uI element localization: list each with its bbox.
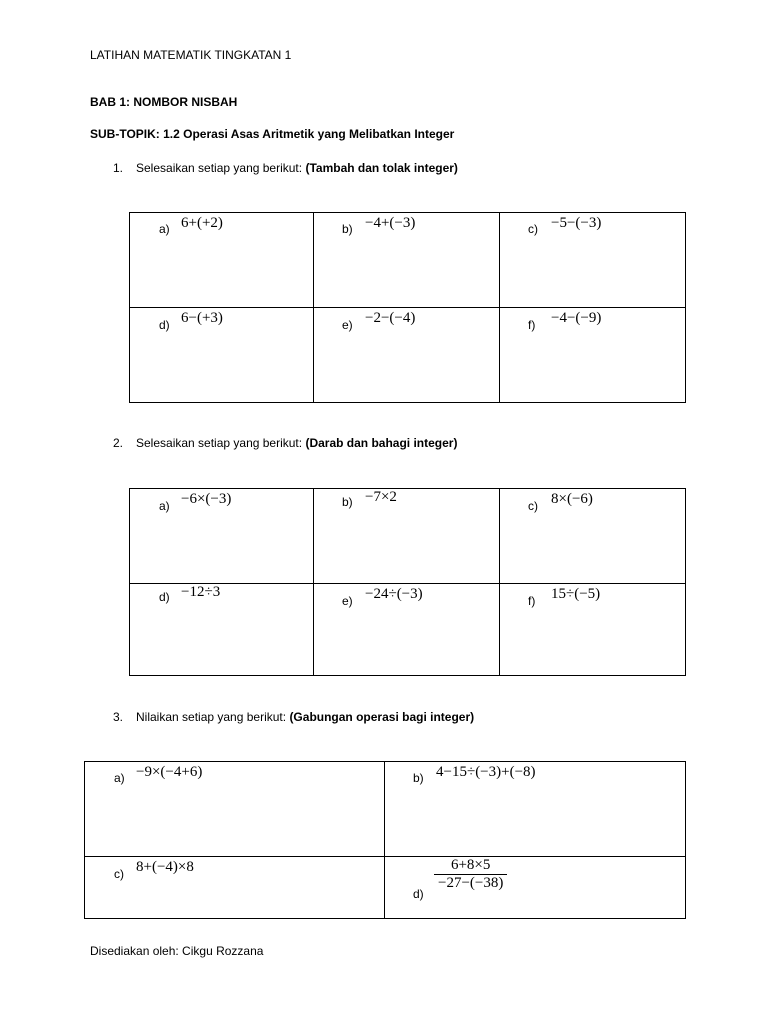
question-emphasis: (Darab dan bahagi integer) — [305, 436, 458, 450]
fraction-numerator: 6+8×5 — [450, 857, 491, 873]
item-label: b) — [413, 771, 424, 785]
answer-cell[interactable] — [85, 857, 385, 919]
item-label: a) — [114, 771, 125, 785]
question-emphasis: (Gabungan operasi bagi integer) — [289, 710, 475, 724]
question-intro: Selesaikan setiap yang berikut: — [136, 161, 303, 175]
chapter-heading: BAB 1: NOMBOR NISBAH — [90, 95, 238, 109]
answer-cell[interactable] — [500, 489, 686, 584]
item-expression: −9×(−4+6) — [136, 764, 203, 780]
item-label: f) — [528, 594, 536, 608]
answer-cell[interactable] — [314, 489, 500, 584]
answer-cell[interactable] — [130, 584, 314, 676]
question-number: 2. — [113, 436, 124, 450]
item-expression: 8×(−6) — [551, 491, 593, 507]
item-label: e) — [342, 594, 353, 608]
item-expression: 4−15÷(−3)+(−8) — [436, 764, 536, 780]
item-expression: 8+(−4)×8 — [136, 859, 194, 875]
answer-cell[interactable] — [314, 213, 500, 308]
item-label: d) — [413, 887, 424, 901]
answer-cell[interactable] — [130, 489, 314, 584]
question-1-table — [129, 212, 686, 403]
question-number: 1. — [113, 161, 124, 175]
item-label: c) — [114, 867, 124, 881]
item-expression: −7×2 — [365, 489, 397, 505]
question-emphasis: (Tambah dan tolak integer) — [305, 161, 458, 175]
prepared-by-footer: Disediakan oleh: Cikgu Rozzana — [90, 944, 264, 958]
question-text — [136, 710, 474, 724]
item-expression: 6−(+3) — [181, 310, 223, 326]
answer-cell[interactable] — [314, 308, 500, 403]
item-label: e) — [342, 318, 353, 332]
item-label: a) — [159, 222, 170, 236]
item-expression: −5−(−3) — [551, 215, 602, 231]
question-text — [136, 436, 457, 450]
item-expression: −6×(−3) — [181, 491, 232, 507]
answer-cell[interactable] — [385, 762, 686, 857]
item-expression: −2−(−4) — [365, 310, 416, 326]
item-label: c) — [528, 222, 538, 236]
item-expression: −12÷3 — [181, 584, 221, 600]
answer-cell[interactable] — [314, 584, 500, 676]
item-label: d) — [159, 590, 170, 604]
item-label: f) — [528, 318, 536, 332]
item-label: a) — [159, 499, 170, 513]
subtopic-heading — [90, 127, 454, 141]
answer-cell[interactable] — [130, 213, 314, 308]
answer-cell[interactable] — [385, 857, 686, 919]
subtopic-text: 1.2 Operasi Asas Aritmetik yang Melibatkan Integer — [163, 127, 455, 141]
question-number: 3. — [113, 710, 124, 724]
answer-cell[interactable] — [500, 213, 686, 308]
question-2-table — [129, 488, 686, 676]
answer-cell[interactable] — [500, 584, 686, 676]
item-label: d) — [159, 318, 170, 332]
item-expression: 6+(+2) — [181, 215, 223, 231]
answer-cell[interactable] — [85, 762, 385, 857]
item-expression: 15÷(−5) — [551, 586, 601, 602]
answer-cell[interactable] — [130, 308, 314, 403]
fraction-expression — [434, 857, 507, 892]
question-intro: Nilaikan setiap yang berikut: — [136, 710, 287, 724]
item-expression: −24÷(−3) — [365, 586, 423, 602]
item-label: b) — [342, 495, 353, 509]
item-label: b) — [342, 222, 353, 236]
item-label: c) — [528, 499, 538, 513]
answer-cell[interactable] — [500, 308, 686, 403]
fraction-denominator: −27−(−38) — [434, 874, 507, 892]
subtopic-label: SUB-TOPIK: — [90, 127, 160, 141]
document-title: LATIHAN MATEMATIK TINGKATAN 1 — [90, 48, 292, 62]
item-expression: −4+(−3) — [365, 215, 416, 231]
question-intro: Selesaikan setiap yang berikut: — [136, 436, 303, 450]
item-expression: −4−(−9) — [551, 310, 602, 326]
question-3-table — [84, 761, 686, 919]
question-text — [136, 161, 458, 175]
